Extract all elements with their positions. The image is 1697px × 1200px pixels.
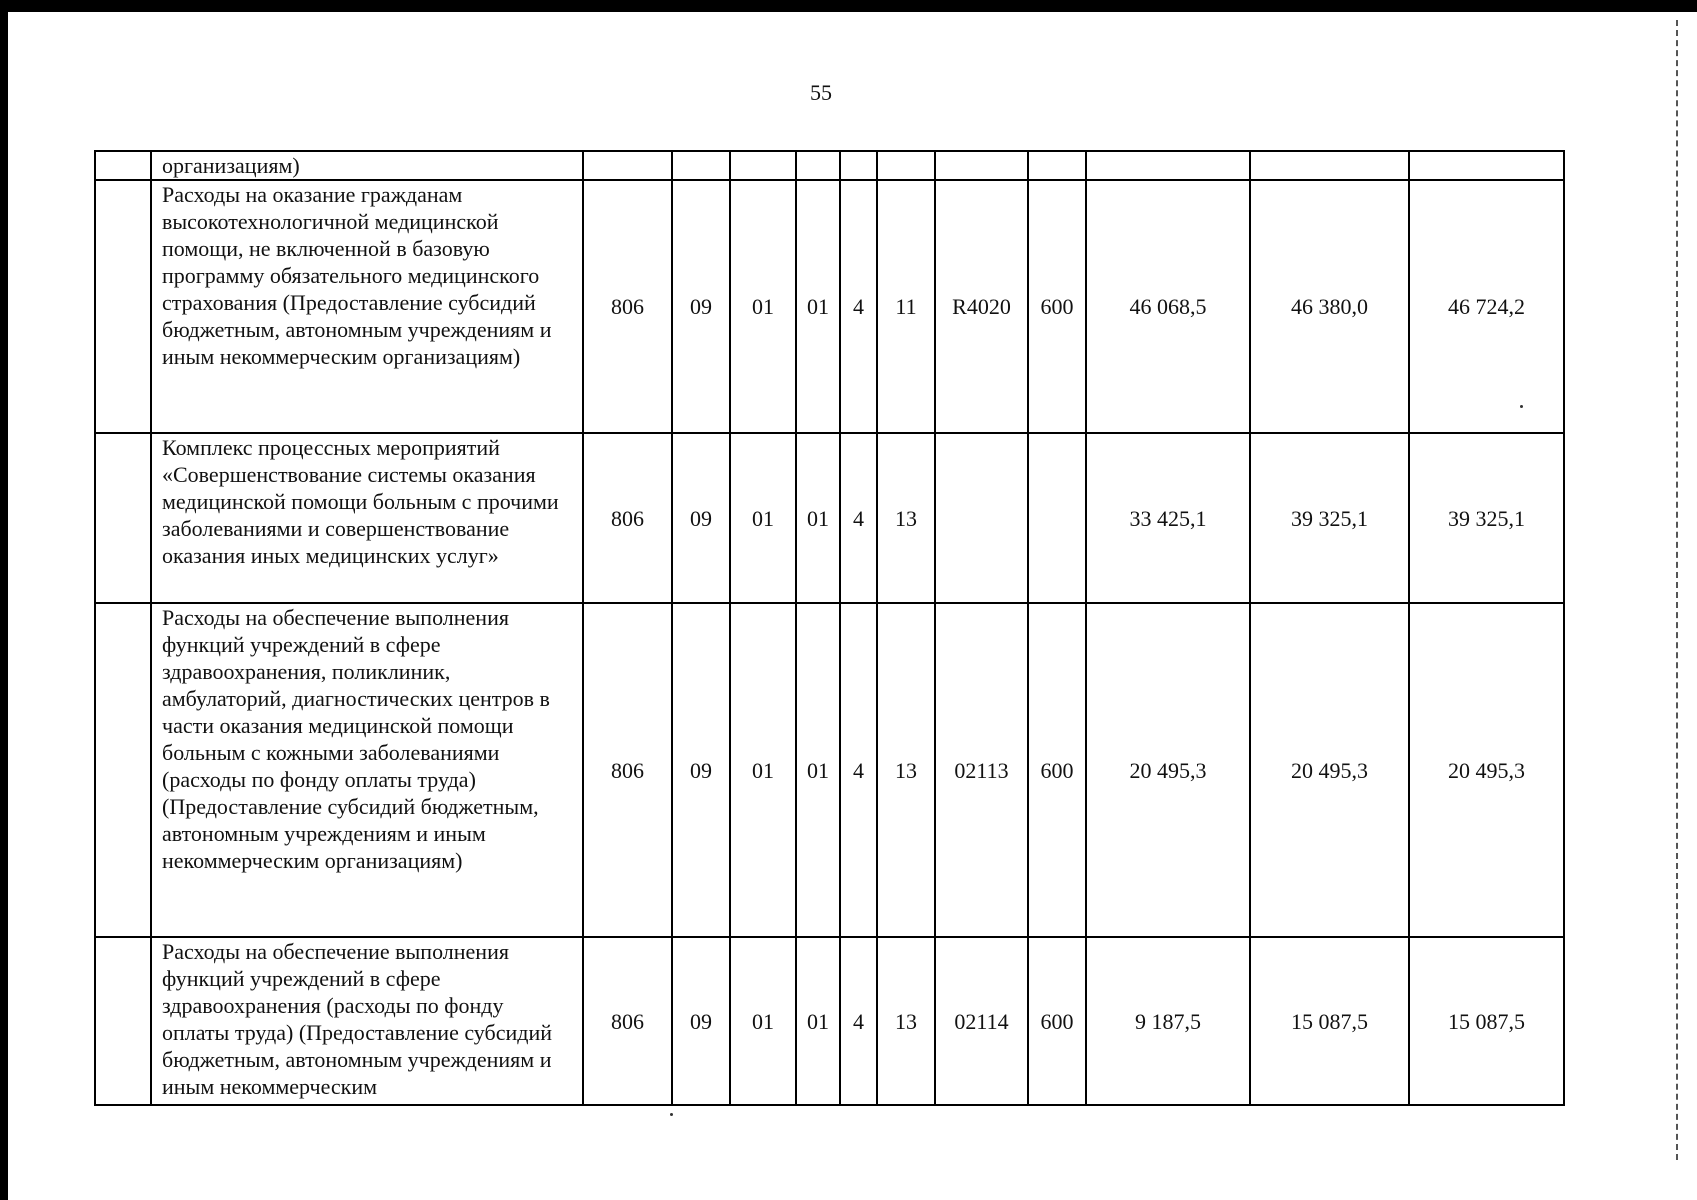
program-type-code [840, 151, 877, 180]
program-code: 01 [796, 937, 840, 1105]
structural-element-code: 11 [877, 180, 935, 433]
expense-type-code [1028, 433, 1086, 603]
program-type-code: 4 [840, 603, 877, 937]
structural-element-code: 13 [877, 937, 935, 1105]
dept-code: 806 [583, 433, 672, 603]
program-type-code: 4 [840, 180, 877, 433]
item-name: Расходы на обеспечение выполнения функций учреждений в сфере здравоохранения, поликлиник, амбулаторий, диагностических центров в части оказания медицинской помощи больным с кожными заболеваниями (расходы по фонду оплаты труда) (Предоставление субсидий бюджетным, автономным учреждениям и иным некоммерческим организациям) [151, 603, 583, 937]
table-row [95, 603, 1564, 937]
program-code: 01 [796, 433, 840, 603]
program-code: 01 [796, 180, 840, 433]
dept-code [583, 151, 672, 180]
subsection-code: 01 [730, 180, 796, 433]
scan-speck [670, 1113, 673, 1116]
item-name: организациям) [151, 151, 583, 180]
budget-table [94, 150, 1565, 1106]
section-code: 09 [672, 603, 730, 937]
amount-year-1: 33 425,1 [1086, 433, 1250, 603]
amount-year-1: 9 187,5 [1086, 937, 1250, 1105]
amount-year-2 [1250, 151, 1409, 180]
section-code [672, 151, 730, 180]
target-article-code: 02113 [935, 603, 1028, 937]
structural-element-code: 13 [877, 433, 935, 603]
subsection-code: 01 [730, 937, 796, 1105]
subsection-code: 01 [730, 603, 796, 937]
section-code: 09 [672, 937, 730, 1105]
table-row [95, 180, 1564, 433]
expense-type-code: 600 [1028, 937, 1086, 1105]
expense-type-code: 600 [1028, 603, 1086, 937]
amount-year-2: 15 087,5 [1250, 937, 1409, 1105]
row-index-cell [95, 433, 151, 603]
table-row [95, 937, 1564, 1105]
program-type-code: 4 [840, 937, 877, 1105]
amount-year-2: 46 380,0 [1250, 180, 1409, 433]
scan-border-top [0, 0, 1697, 12]
amount-year-2: 20 495,3 [1250, 603, 1409, 937]
structural-element-code: 13 [877, 603, 935, 937]
amount-year-2: 39 325,1 [1250, 433, 1409, 603]
structural-element-code [877, 151, 935, 180]
amount-year-1: 46 068,5 [1086, 180, 1250, 433]
item-name: Расходы на оказание гражданам высокотехнологичной медицинской помощи, не включенной в базовую программу обязательного медицинского страхования (Предоставление субсидий бюджетным, автономным учреждениям и иным некоммерческим организациям) [151, 180, 583, 433]
subsection-code [730, 151, 796, 180]
scan-edge-right [1676, 20, 1678, 1160]
amount-year-3: 15 087,5 [1409, 937, 1564, 1105]
amount-year-1: 20 495,3 [1086, 603, 1250, 937]
target-article-code: R4020 [935, 180, 1028, 433]
amount-year-3: 46 724,2 [1409, 180, 1564, 433]
subsection-code: 01 [730, 433, 796, 603]
program-code [796, 151, 840, 180]
amount-year-3: 39 325,1 [1409, 433, 1564, 603]
row-index-cell [95, 151, 151, 180]
expense-type-code [1028, 151, 1086, 180]
dept-code: 806 [583, 180, 672, 433]
table-row [95, 151, 1564, 180]
row-index-cell [95, 603, 151, 937]
dept-code: 806 [583, 937, 672, 1105]
target-article-code [935, 151, 1028, 180]
amount-year-3 [1409, 151, 1564, 180]
program-code: 01 [796, 603, 840, 937]
section-code: 09 [672, 180, 730, 433]
amount-year-1 [1086, 151, 1250, 180]
item-name: Расходы на обеспечение выполнения функций учреждений в сфере здравоохранения (расходы по фонду оплаты труда) (Предоставление субсидий бюджетным, автономным учреждениям и иным некоммерческим [151, 937, 583, 1105]
row-index-cell [95, 937, 151, 1105]
page-number: 55 [810, 80, 832, 105]
scan-border-left [0, 0, 8, 1200]
scan-speck [1520, 405, 1523, 408]
item-name: Комплекс процессных мероприятий «Совершенствование системы оказания медицинской помощи больным с прочими заболеваниями и совершенствование оказания иных медицинских услуг» [151, 433, 583, 603]
target-article-code: 02114 [935, 937, 1028, 1105]
section-code: 09 [672, 433, 730, 603]
table-row [95, 433, 1564, 603]
expense-type-code: 600 [1028, 180, 1086, 433]
program-type-code: 4 [840, 433, 877, 603]
target-article-code [935, 433, 1028, 603]
row-index-cell [95, 180, 151, 433]
amount-year-3: 20 495,3 [1409, 603, 1564, 937]
dept-code: 806 [583, 603, 672, 937]
